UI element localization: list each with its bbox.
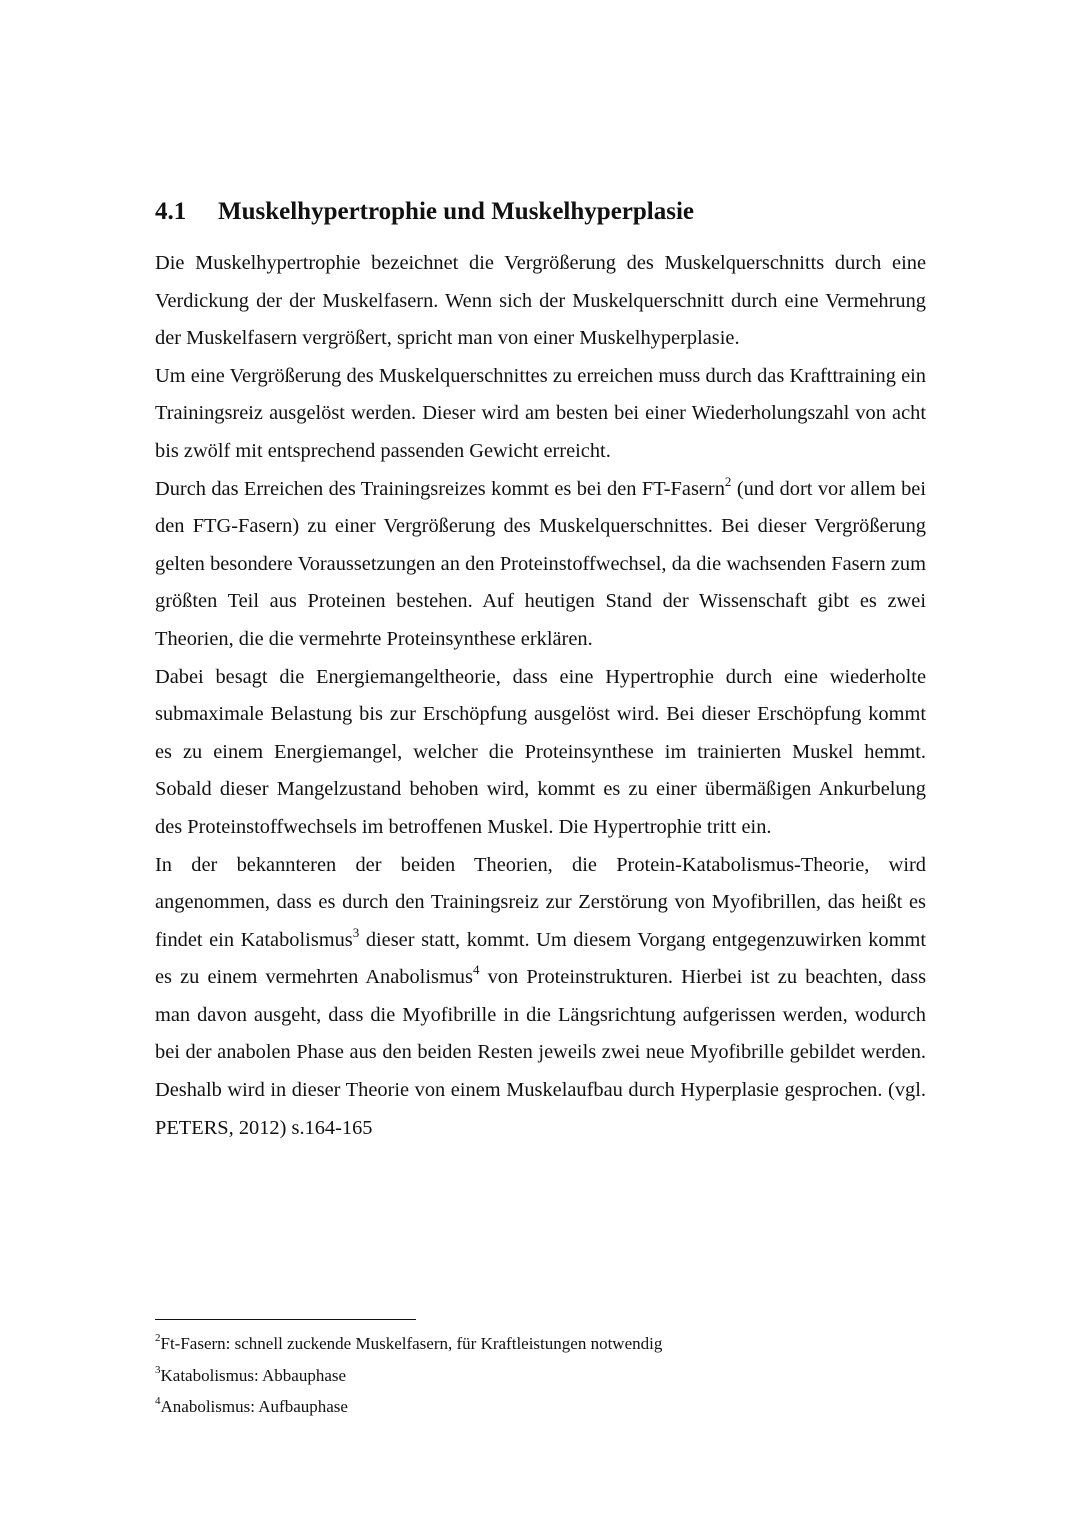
footnote-item [155,1360,935,1392]
footnote-item [155,1391,935,1423]
paragraph-text: Durch das Erreichen des Trainingsreizes kommt es bei den FT-Fasern [155,477,725,500]
section-number: 4.1 [155,198,187,225]
footnote-text: Katabolismus: Abbauphase [160,1365,347,1385]
footnote-text: Ft-Fasern: schnell zuckende Muskelfasern, für Kraftleistungen notwendig [160,1334,663,1353]
footnote-reference: 2 [724,473,732,489]
footnotes [155,1328,935,1423]
footnote-text: Anabolismus: Aufbauphase [160,1397,348,1416]
footnote-separator [155,1319,416,1320]
paragraph-definition: Die Muskelhypertrophie bezeichnet die Vergrößerung des Muskelquerschnitts durch eine Verdickung der der Muskelfasern. Wenn sich der Muskelquerschnitt durch eine Vermehrung der Muskelfasern vergrößert, spricht man von einer Muskelhyperplasie. [155,252,926,350]
paragraph-text: von Proteinstrukturen. Hierbei ist zu beachten, dass man davon ausgeht, dass die Myofibrille in die Längsrichtung aufgerissen werden, wodurch bei der anabolen Phase aus den beiden Resten jeweils zwei neue Myofibrille gebildet werden. Deshalb wird in dieser Theorie von einem Muskelaufbau durch Hyperplasie gesprochen. (vgl. PETERS, 2012) s.164-165 [155,966,926,1139]
paragraph-ft-fibers [155,471,926,659]
paragraph-text: dieser statt, kommt. Um diesem Vorgang entgegenzuwirken kommt es zu einem vermehrten Anabolismus [155,928,926,989]
footnote-mark: 4 [155,1395,161,1408]
footnote-mark: 3 [155,1363,161,1376]
footnote-mark: 2 [155,1332,161,1345]
body-text [155,245,926,1147]
footnote-item [155,1328,935,1360]
footnote-reference: 4 [472,962,480,978]
paragraph-energy-deficit-theory: Dabei besagt die Energiemangeltheorie, dass eine Hypertrophie durch eine wiederholte submaximale Belastung bis zur Erschöpfung ausgelöst wird. Bei dieser Erschöpfung kommt es zu einem Energiemangel, welcher die Proteinsynthese im trainierten Muskel hemmt. Sobald dieser Mangelzustand behoben wird, kommt es zu einer übermäßigen Ankurbelung des Proteinstoffwechsels im betroffenen Muskel. Die Hypertrophie tritt ein. [155,665,926,838]
paragraph-text: (und dort vor allem bei den FTG-Fasern) zu einer Vergrößerung des Muskelquerschnittes. Bei dieser Vergrößerung gelten besondere Voraussetzungen an den Proteinstoffwechsel, da die wachsenden Fasern zum größten Teil aus Proteinen bestehen. Auf heutigen Stand der Wissenschaft gibt es zwei Theorien, die die vermehrte Proteinsynthese erklären. [155,477,927,650]
footnote-reference: 3 [352,924,360,940]
section-heading [155,196,935,228]
paragraph-protein-catabolism-theory [155,847,926,1148]
paragraph-text: In der bekannteren der beiden Theorien, die Protein-Katabolismus-Theorie, wird angenommen, dass es durch den Trainingsreiz zur Zerstörung von Myofibrillen, das heißt es findet ein Katabolismus [155,853,926,951]
section-title: Muskelhypertrophie und Muskelhyperplasie [218,198,695,225]
paragraph-training-stimulus: Um eine Vergrößerung des Muskelquerschnittes zu erreichen muss durch das Krafttraining ein Trainingsreiz ausgelöst werden. Dieser wird am besten bei einer Wiederholungszahl von acht bis zwölf mit entsprechend passenden Gewicht erreicht. [155,364,926,462]
